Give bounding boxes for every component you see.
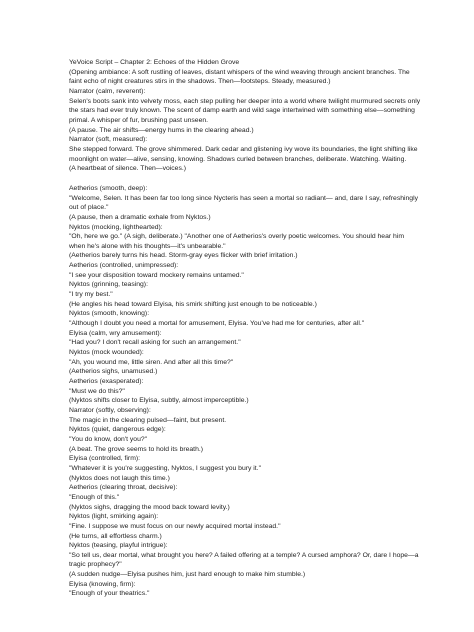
dialogue-line: "Oh, here we go." (A sigh, deliberate.) "Another one of Aetherios's overly poetic welcomes. You should hear him when he's alone with his thoughts—it's unbearable." bbox=[69, 233, 404, 250]
stage-direction: (A pause. The air shifts—energy hums in the clearing ahead.) bbox=[69, 126, 254, 134]
speaker-tag: Elyisa (controlled, firm): bbox=[69, 455, 141, 463]
speaker-tag: Aetherios (smooth, deep): bbox=[69, 184, 148, 192]
script-title: YeVoice Script – Chapter 2: Echoes of the Hidden Grove bbox=[69, 59, 240, 66]
stage-direction: (Nyktos sighs, dragging the mood back toward levity.) bbox=[69, 503, 230, 511]
narration: She stepped forward. The grove shimmered. Dark cedar and glistening ivy wove its boundaries, the light shifting like moonlight on water—alive, sensing, knowing. Shadows curled between branches, deliberate. Watching. Waiting. bbox=[69, 145, 418, 163]
stage-direction: (A heartbeat of silence. Then—voices.) bbox=[69, 165, 186, 173]
dialogue-line: "So tell us, dear mortal, what brought you here? A failed offering at a temple? A cursed amphora? Or, dare I hope—a tragic prophecy?" bbox=[69, 551, 419, 569]
speaker-tag: Nyktos (smooth, knowing): bbox=[69, 310, 150, 318]
narration: Selen's boots sank into velvety moss, each step pulling her deeper into a world where twilight murmured secrets only the stars had ever truly known. The scent of damp earth and wild sage intertwined with something else—something primal. A whisper of fur, brushing past unseen. bbox=[69, 97, 421, 124]
section-gap bbox=[69, 174, 422, 184]
speaker-tag: Aetherios (controlled, unimpressed): bbox=[69, 262, 179, 270]
stage-direction: (He angles his head toward Elyisa, his smirk shifting just enough to be noticeable.) bbox=[69, 300, 317, 308]
dialogue-line: "Enough of this." bbox=[69, 493, 120, 501]
speaker-tag: Narrator (soft, measured): bbox=[69, 136, 148, 144]
dialogue-line: "I see your disposition toward mockery remains untamed." bbox=[69, 271, 244, 279]
speaker-tag: Aetherios (exasperated): bbox=[69, 378, 144, 385]
speaker-tag: Nyktos (grinning, teasing): bbox=[69, 281, 148, 289]
dialogue-line: "Fine. I suppose we must focus on our newly acquired mortal instead." bbox=[69, 522, 281, 530]
speaker-tag: Narrator (calm, reverent): bbox=[69, 87, 146, 95]
stage-direction: (Nyktos does not laugh this time.) bbox=[69, 474, 170, 482]
dialogue-line: "I try my best." bbox=[69, 291, 113, 299]
dialogue-line: "Enough of your theatrics." bbox=[69, 590, 150, 598]
speaker-tag: Narrator (softly, observing): bbox=[69, 406, 151, 414]
speaker-tag: Nyktos (quiet, dangerous edge): bbox=[69, 426, 166, 434]
dialogue-line: "Ah, you wound me, little siren. And after all this time?" bbox=[69, 358, 234, 366]
dialogue-line: "Although I doubt you need a mortal for amusement, Elyisa. You've had me for centuries, after all." bbox=[69, 320, 365, 328]
speaker-tag: Nyktos (mocking, lighthearted): bbox=[69, 223, 163, 231]
dialogue-line: "You do know, don't you?" bbox=[69, 435, 148, 443]
stage-direction: (Opening ambiance: A soft rustling of leaves, distant whispers of the wind weaving through ancient branches. The faint echo of night creatures stirs in the shadows. Then—footsteps. Steady, measured.) bbox=[69, 68, 410, 86]
stage-direction: (A beat. The grove seems to hold its breath.) bbox=[69, 445, 203, 453]
speaker-tag: Aetherios (clearing throat, decisive): bbox=[69, 484, 178, 492]
speaker-tag: Elyisa (calm, wry amusement): bbox=[69, 329, 162, 337]
stage-direction: (He turns, all effortless charm.) bbox=[69, 532, 162, 540]
dialogue-line: "Whatever it is you're suggesting, Nyktos, I suggest you bury it." bbox=[69, 464, 261, 472]
dialogue-line: "Had you? I don't recall asking for such an arrangement." bbox=[69, 339, 241, 347]
speaker-tag: Nyktos (mock wounded): bbox=[69, 349, 144, 357]
narration: The magic in the clearing pulsed—faint, but present. bbox=[69, 416, 227, 424]
speaker-tag: Nyktos (teasing, playful intrigue): bbox=[69, 542, 168, 550]
stage-direction: (Aetherios sighs, unamused.) bbox=[69, 368, 158, 376]
speaker-tag: Elyisa (knowing, firm): bbox=[69, 580, 136, 588]
stage-direction: (A sudden nudge—Elyisa pushes him, just hard enough to make him stumble.) bbox=[69, 571, 306, 579]
stage-direction: (A pause, then a dramatic exhale from Nyktos.) bbox=[69, 213, 211, 221]
dialogue-line: "Must we do this?" bbox=[69, 387, 125, 395]
speaker-tag: Nyktos (light, smirking again): bbox=[69, 513, 159, 521]
stage-direction: (Aetherios barely turns his head. Storm-gray eyes flicker with brief irritation.) bbox=[69, 252, 298, 260]
stage-direction: (Nyktos shifts closer to Elyisa, subtly, almost imperceptible.) bbox=[69, 397, 249, 405]
dialogue-line: "Welcome, Selen. It has been far too long since Nycteris has seen a mortal so radiant— and, dare I say, refreshingly out of place." bbox=[69, 194, 418, 212]
